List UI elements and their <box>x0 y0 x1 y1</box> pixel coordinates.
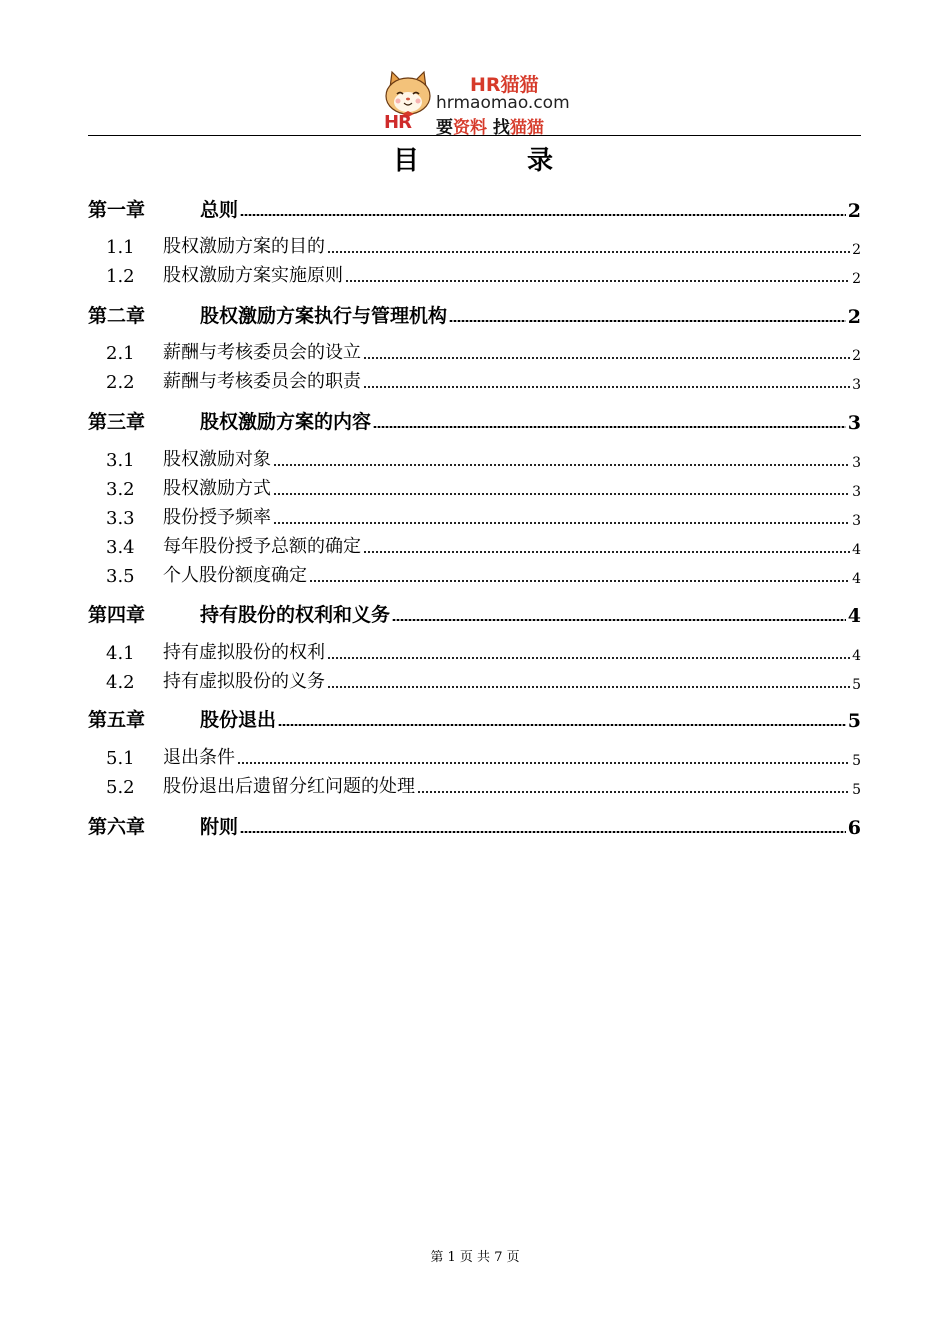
toc-section-entry[interactable] <box>88 476 861 500</box>
toc-dot-leader <box>237 762 850 764</box>
toc-entry-label: 持有虚拟股份的义务 <box>163 671 325 692</box>
toc-entry-number: 1.1 <box>106 237 135 258</box>
toc-entry-label: 持有虚拟股份的权利 <box>163 642 325 663</box>
toc-section-entry[interactable] <box>88 774 861 798</box>
toc-entry-label: 股权激励方案的目的 <box>163 236 325 257</box>
toc-entry-number: 3.4 <box>106 537 135 558</box>
toc-entry-page: 3 <box>847 412 861 434</box>
toc-entry-page: 3 <box>852 484 861 500</box>
toc-dot-leader <box>417 791 850 793</box>
toc-entry-number: 5.2 <box>106 777 135 798</box>
toc-entry-label: 股份退出后遗留分红问题的处理 <box>163 776 415 797</box>
toc-entry-number: 5.1 <box>106 748 135 769</box>
toc-entry-page: 2 <box>852 348 861 364</box>
toc-entry-label: 股权激励方式 <box>163 478 271 499</box>
brand-domain: hrmaomao.com <box>436 93 570 113</box>
toc-dot-leader <box>240 214 846 217</box>
toc-entry-number: 3.3 <box>106 508 135 529</box>
toc-section-entry[interactable] <box>88 447 861 471</box>
toc-dot-leader <box>327 657 850 659</box>
toc-entry-label: 持有股份的权利和义务 <box>200 604 391 626</box>
toc-entry-label: 股权激励方案的内容 <box>200 411 372 433</box>
page-footer: 第 1 页 共 7 页 <box>430 1250 520 1265</box>
toc-section-entry[interactable] <box>88 263 861 287</box>
toc-dot-leader <box>278 724 846 727</box>
toc-dot-leader <box>363 357 850 359</box>
toc-section-entry[interactable] <box>88 563 861 587</box>
toc-entry-page: 5 <box>852 753 861 769</box>
toc-dot-leader <box>392 619 846 622</box>
toc-entry-label: 股权激励对象 <box>163 449 271 470</box>
toc-entry-number: 2.2 <box>106 372 135 393</box>
toc-entry-label: 每年股份授予总额的确定 <box>163 536 361 557</box>
toc-dot-leader <box>449 320 846 323</box>
toc-entry-label: 股权激励方案执行与管理机构 <box>200 305 448 327</box>
toc-entry-page: 3 <box>852 455 861 471</box>
toc-dot-leader <box>273 522 850 524</box>
toc-entry-page: 2 <box>852 271 861 287</box>
toc-entry-page: 3 <box>852 377 861 393</box>
toc-dot-leader <box>327 686 850 688</box>
toc-entry-page: 5 <box>847 710 861 732</box>
toc-entry-page: 4 <box>852 542 861 558</box>
toc-section-entry[interactable] <box>88 340 861 364</box>
toc-section-entry[interactable] <box>88 534 861 558</box>
toc-entry-label: 股份授予频率 <box>163 507 271 528</box>
toc-section-entry[interactable] <box>88 640 861 664</box>
toc-entry-number: 4.1 <box>106 643 135 664</box>
toc-entry-label: 总则 <box>200 199 239 221</box>
toc-entry-page: 6 <box>847 817 861 839</box>
toc-entry-page: 5 <box>852 677 861 693</box>
toc-entry-number: 2.1 <box>106 343 135 364</box>
toc-entry-number: 4.2 <box>106 672 135 693</box>
toc-entry-label: 个人股份额度确定 <box>163 565 307 586</box>
toc-entry-label: 退出条件 <box>163 747 235 768</box>
toc-section-entry[interactable] <box>88 369 861 393</box>
toc-entry-number: 第五章 <box>88 709 146 731</box>
toc-dot-leader <box>273 464 850 466</box>
toc-entry-page: 5 <box>852 782 861 798</box>
toc-entry-number: 第一章 <box>88 199 146 221</box>
toc-entry-page: 2 <box>847 200 861 222</box>
toc-section-entry[interactable] <box>88 505 861 529</box>
toc-entry-number: 第四章 <box>88 604 146 626</box>
toc-section-entry[interactable] <box>88 745 861 769</box>
toc-entry-label: 股权激励方案实施原则 <box>163 265 343 286</box>
toc-entry-page: 2 <box>852 242 861 258</box>
toc-dot-leader <box>345 280 850 282</box>
toc-entry-page: 4 <box>852 648 861 664</box>
toc-entry-label: 薪酬与考核委员会的职责 <box>163 371 361 392</box>
toc-entry-page: 2 <box>847 306 861 328</box>
toc-dot-leader <box>373 426 846 429</box>
toc-dot-leader <box>273 493 850 495</box>
toc-section-entry[interactable] <box>88 234 861 258</box>
toc-entry-number: 第三章 <box>88 411 146 433</box>
toc-entry-page: 4 <box>847 605 861 627</box>
toc-chapter-entry[interactable] <box>88 410 861 434</box>
toc-entry-page: 3 <box>852 513 861 529</box>
toc-chapter-entry[interactable] <box>88 304 861 328</box>
toc-entry-number: 第二章 <box>88 305 146 327</box>
header-rule <box>88 135 861 136</box>
page-header <box>88 66 861 136</box>
toc-entry-label: 薪酬与考核委员会的设立 <box>163 342 361 363</box>
hr-mark: HR <box>384 112 411 133</box>
brand-name: HR猫猫 <box>470 74 539 96</box>
toc-dot-leader <box>309 580 850 582</box>
brand-slogan: 要资料 找猫猫 <box>436 118 544 138</box>
toc-chapter-entry[interactable] <box>88 708 861 732</box>
toc-entry-number: 第六章 <box>88 816 146 838</box>
toc-dot-leader <box>363 551 850 553</box>
toc-section-entry[interactable] <box>88 669 861 693</box>
toc-chapter-entry[interactable] <box>88 198 861 222</box>
toc-dot-leader <box>240 831 846 834</box>
hrmaomao-logo <box>378 68 578 136</box>
toc-entry-number: 3.5 <box>106 566 135 587</box>
page-title: 目 录 <box>392 146 558 176</box>
toc-entry-label: 附则 <box>200 816 239 838</box>
toc-entry-label: 股份退出 <box>200 709 277 731</box>
toc-entry-number: 1.2 <box>106 266 135 287</box>
toc-dot-leader <box>363 386 850 388</box>
toc-chapter-entry[interactable] <box>88 603 861 627</box>
toc-entry-page: 4 <box>852 571 861 587</box>
toc-chapter-entry[interactable] <box>88 815 861 839</box>
toc-dot-leader <box>327 251 850 253</box>
toc-entry-number: 3.1 <box>106 450 135 471</box>
toc-entry-number: 3.2 <box>106 479 135 500</box>
